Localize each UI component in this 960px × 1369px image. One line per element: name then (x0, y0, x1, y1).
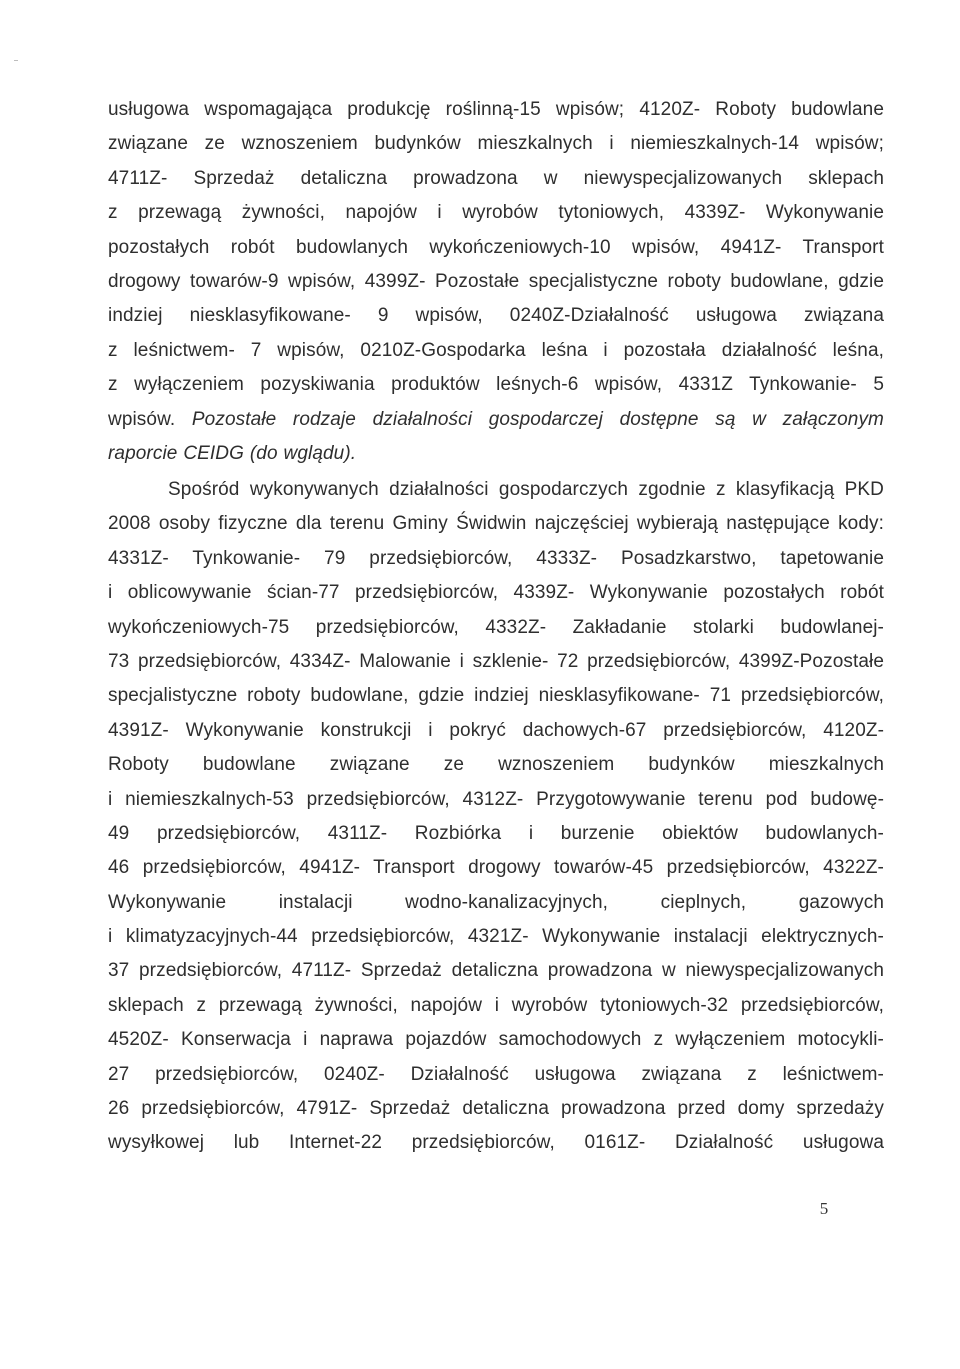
italic-note: Pozostałe rodzaje działalności gospodarczej dostępne są w załączonym (191, 408, 884, 430)
text-line: 37 przedsiębiorców, 4711Z- Sprzedaż detaliczna prowadzona w niewyspecjalizowanych (108, 960, 884, 982)
paragraph-continuation (108, 93, 884, 471)
text-line: Spośród wykonywanych działalności gospodarczych zgodnie z klasyfikacją PKD (168, 479, 884, 500)
text-line: i niemieszkalnych-53 przedsiębiorców, 4312Z- Przygotowywanie terenu pod budowę- (108, 788, 884, 810)
text-line: sklepach z przewagą żywności, napojów i wyrobów tytoniowych-32 przedsiębiorców, (108, 994, 884, 1016)
italic-note-end: raporcie CEIDG (do wglądu). (108, 442, 357, 464)
text-line: drogowy towarów-9 wpisów, 4399Z- Pozostałe specjalistyczne roboty budowlane, gdzie (108, 270, 884, 292)
page-number: 5 (819, 1199, 829, 1218)
text-line: z wyłączeniem pozyskiwania produktów leśnych-6 wpisów, 4331Z Tynkowanie- 5 (108, 374, 884, 396)
text-line: 49 przedsiębiorców, 4311Z- Rozbiórka i burzenie obiektów budowlanych- (108, 822, 884, 844)
text-line: 4711Z- Sprzedaż detaliczna prowadzona w niewyspecjalizowanych sklepach (108, 167, 884, 189)
text-line: 26 przedsiębiorców, 4791Z- Sprzedaż detaliczna prowadzona przed domy sprzedaży (108, 1098, 884, 1120)
paragraph-pkd-summary (108, 473, 884, 1161)
text-line: i klimatyzacyjnych-44 przedsiębiorców, 4321Z- Wykonywanie instalacji elektrycznych- (108, 926, 884, 948)
text-line: wysyłkowej lub Internet-22 przedsiębiorców, 0161Z- Działalność usługowa (108, 1132, 884, 1154)
text-line: pozostałych robót budowlanych wykończeniowych-10 wpisów, 4941Z- Transport (108, 236, 884, 258)
text-line: z leśnictwem- 7 wpisów, 0210Z-Gospodarka leśna i pozostała działalność leśna, (108, 339, 884, 361)
scan-artifact (14, 60, 18, 61)
text-line: z przewagą żywności, napojów i wyrobów tytoniowych, 4339Z- Wykonywanie (108, 202, 884, 224)
text-line: 27 przedsiębiorców, 0240Z- Działalność usługowa związana z leśnictwem- (108, 1063, 884, 1085)
text-line: specjalistyczne roboty budowlane, gdzie indziej niesklasyfikowane- 71 przedsiębiorców, (108, 685, 884, 707)
text-line (108, 403, 884, 437)
text-line: wykończeniowych-75 przedsiębiorców, 4332Z- Zakładanie stolarki budowlanej- (108, 616, 884, 638)
text-line: Wykonywanie instalacji wodno-kanalizacyjnych, cieplnych, gazowych (108, 891, 884, 913)
text-line: indziej niesklasyfikowane- 9 wpisów, 0240Z-Działalność usługowa związana (108, 305, 884, 327)
text-line: 4391Z- Wykonywanie konstrukcji i pokryć dachowych-67 przedsiębiorców, 4120Z- (108, 719, 884, 741)
text-line: 73 przedsiębiorców, 4334Z- Malowanie i szklenie- 72 przedsiębiorców, 4399Z-Pozostałe (108, 650, 884, 672)
text-line: 4331Z- Tynkowanie- 79 przedsiębiorców, 4333Z- Posadzkarstwo, tapetowanie (108, 547, 884, 569)
text-line: usługowa wspomagająca produkcję roślinną-15 wpisów; 4120Z- Roboty budowlane (108, 99, 884, 120)
text-segment: wpisów. (108, 408, 176, 430)
text-line: związane ze wznoszeniem budynków mieszkalnych i niemieszkalnych-14 wpisów; (108, 133, 884, 155)
text-line: 46 przedsiębiorców, 4941Z- Transport drogowy towarów-45 przedsiębiorców, 4322Z- (108, 857, 884, 879)
text-line: 4520Z- Konserwacja i naprawa pojazdów samochodowych z wyłączeniem motocykli- (108, 1029, 884, 1051)
text-line: Roboty budowlane związane ze wznoszeniem budynków mieszkalnych (108, 754, 884, 776)
text-line: 2008 osoby fizyczne dla terenu Gminy Świdwin najczęściej wybierają następujące kody: (108, 513, 884, 535)
text-line: i oblicowywanie ścian-77 przedsiębiorców, 4339Z- Wykonywanie pozostałych robót (108, 582, 884, 604)
